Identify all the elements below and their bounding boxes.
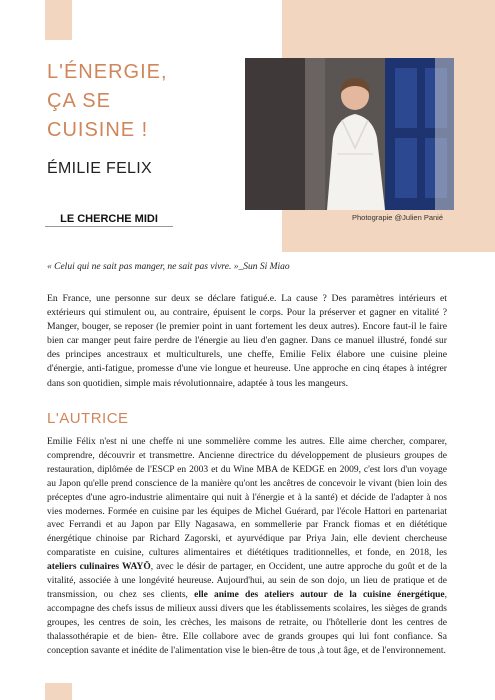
intro-paragraph: En France, une personne sur deux se déclare fatigué.e. La cause ? Des paramètres intérieurs et extérieurs qui stimulent ou, au contraire, épuisent le corps. Pour la préserver et gagner en vitalité ? Manger, bouger, se reposer (le premier point in uant fortement les deux autres). Encore faut-il le faire bien car manger peut faire perdre de l'énergie au lieu d'en gagner. Dans ce manuel illustré, fondé sur des principes ancestraux et multiculturels, une cheffe, Emilie Felix élabore une cuisine pleine d'énergie, anti-fatigue, promesse d'une vie longue et heureuse. Une approche en cinq étapes à intégrer dans son quotidien, simple mais révolutionnaire, adaptée à tous les mangeurs. <box>47 293 447 389</box>
bio-text-2: , avec le désir de partager, en Occident, une autre approche du goût et de la vitalité, associée à une longévité heureuse. Aujourd'hui, au sein de son dojo, un lieu de pratique et de transmission, ou chez ses clients, <box>47 562 447 600</box>
bio-highlight-energy-cooking: elle anime des ateliers autour de la cuisine énergétique <box>194 589 445 600</box>
decor-block-bottom-left <box>45 683 72 700</box>
bio-text-3: , accompagne des chefs issus de milieux aussi divers que les établissements scolaires, les sièges de grands groupes, les centres de soin, les crèches, les maisons de retraite, ou l'hôtellerie dont les centres de thalassothérapie et de bien- être. Elle collabore avec de grands groupes qui lui font confiance. Sa conception savante et inédite de l'alimentation vise le bien-être de tous ,à tout âge, et de l'environnement. <box>47 589 447 656</box>
title-line-1: L'ÉNERGIE, <box>47 61 168 83</box>
epigraph-quote: « Celui qui ne sait pas manger, ne sait pas vivre. »_Sun Si Miao <box>47 262 290 272</box>
publisher-name: LE CHERCHE MIDI <box>60 213 158 225</box>
book-title <box>47 58 217 145</box>
author-name: ÉMILIE FELIX <box>47 160 152 177</box>
author-photo-illustration <box>245 58 454 210</box>
author-bio-paragraph <box>47 436 447 659</box>
section-heading-author: L'AUTRICE <box>47 410 129 427</box>
decor-block-top-left <box>45 0 72 40</box>
title-line-2: ÇA SE <box>47 90 111 112</box>
bio-text-1: Emilie Félix n'est ni une cheffe ni une sommelière comme les autres. Elle aime chercher, comparer, comprendre, découvrir et transmettre. Ancienne directrice du développement de plusieurs groupes de restauration, diplômée de l'ESCP en 2003 et du Wine MBA de KEDGE en 2009, c'est lors d'un voyage au Japon qu'elle prend conscience de la manière qu'ont les ancêtres de concevoir le vivant (bien loin des préceptes d'une agro-industrie alimentaire qui nuit à l'énergie et à la santé) et décide de l'adapter à nos vies modernes. Formée en cuisine par les équipes de Michel Guérard, par l'école Hattori en partenariat avec Ferrandi et au Japon par Elly Nagasawa, en sommellerie par Franck fiomas et en diététique énergétique chinoise par Richard Zagorski, et ayurvédique par Priya Jain, elle devient chercheuse comparatiste en cuisine, cultures alimentaires et diététiques traditionnelles, et fonde, en 2018, les <box>47 437 447 559</box>
photo-credit: Photograpie @Julien Panié <box>352 213 444 222</box>
title-line-3: CUISINE ! <box>47 119 149 141</box>
publisher-underline <box>45 226 173 227</box>
bio-highlight-workshops: ateliers culinaires WAYÖ <box>47 562 151 573</box>
author-photo <box>245 58 454 210</box>
